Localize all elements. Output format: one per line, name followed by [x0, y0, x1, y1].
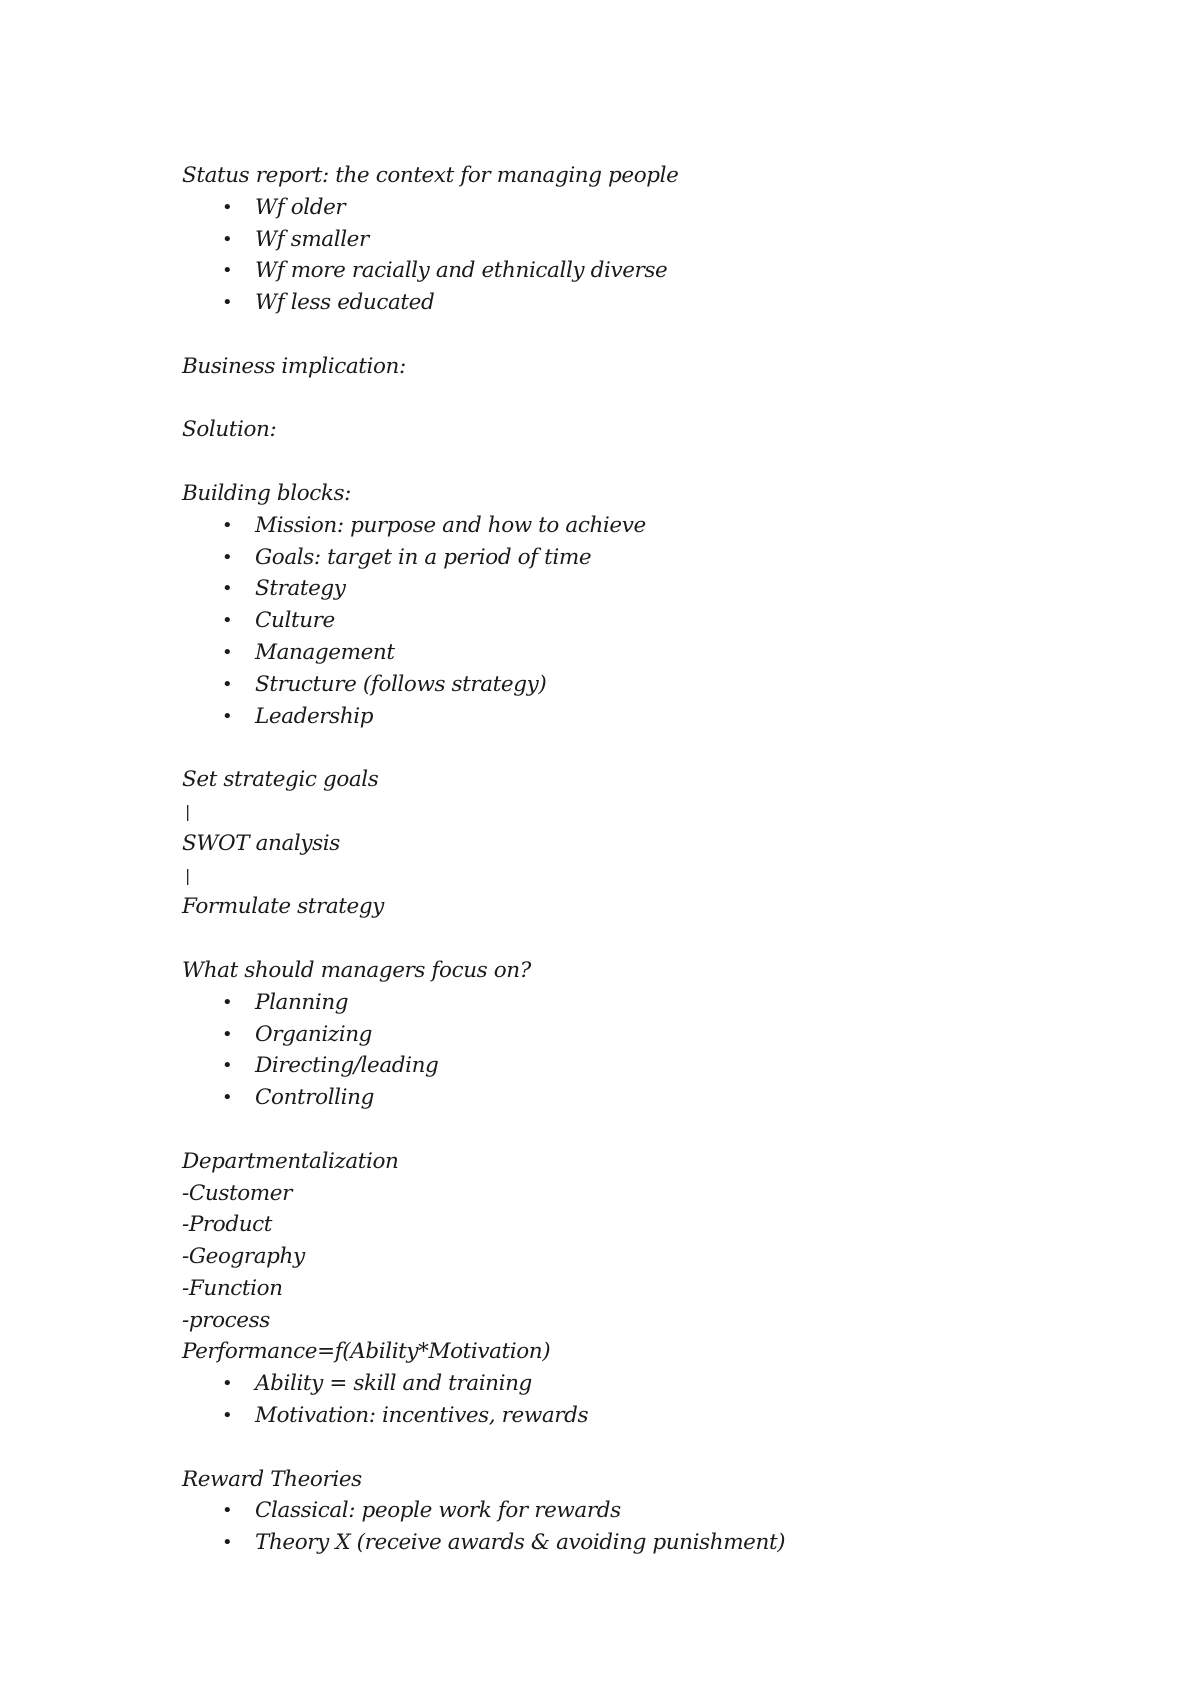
bullet-item	[182, 669, 1082, 701]
bullet-item	[182, 701, 1082, 733]
bullet-icon: •	[222, 1532, 233, 1554]
bullet-icon: •	[222, 514, 233, 536]
bullet-icon: •	[222, 991, 233, 1013]
bullet-text: Classical: people work for rewards	[255, 1498, 621, 1524]
bullet-text: Wf older	[255, 194, 346, 220]
bullet-icon: •	[222, 1055, 233, 1077]
bullet-icon: •	[222, 673, 233, 695]
bullet-item	[182, 573, 1082, 605]
section-heading: What should managers focus on?	[182, 957, 531, 983]
blank-line	[182, 923, 1082, 955]
section-heading: Status report: the context for managing people	[182, 163, 679, 188]
bullet-item	[182, 1050, 1082, 1082]
bullet-icon: •	[222, 292, 233, 314]
blank-line	[182, 1432, 1082, 1464]
flow-step: Set strategic goals	[182, 767, 379, 793]
bullet-text: Culture	[255, 608, 335, 634]
bullet-text: Motivation: incentives, rewards	[255, 1403, 589, 1429]
flow-step: Formulate strategy	[182, 894, 384, 920]
bullet-icon: •	[222, 1023, 233, 1045]
dash-item: -Product	[182, 1212, 273, 1238]
document-body	[182, 160, 1082, 1559]
bullet-text: Strategy	[255, 576, 346, 602]
bullet-text: Mission: purpose and how to achieve	[255, 512, 646, 538]
bullet-item	[182, 510, 1082, 542]
bullet-item	[182, 637, 1082, 669]
bullet-icon: •	[222, 705, 233, 727]
blank-line	[182, 1114, 1082, 1146]
blank-line	[182, 319, 1082, 351]
blank-line	[182, 732, 1082, 764]
bullet-item	[182, 1400, 1082, 1432]
bullet-icon: •	[222, 196, 233, 218]
bullet-text: Controlling	[255, 1085, 374, 1111]
section-heading: Business implication:	[182, 353, 406, 379]
bullet-text: Ability = skill and training	[255, 1371, 532, 1397]
dash-item: -Function	[182, 1275, 283, 1301]
bullet-text: Theory X (receive awards & avoiding punishment)	[255, 1530, 786, 1556]
bullet-item	[182, 192, 1082, 224]
bullet-item	[182, 287, 1082, 319]
bullet-item	[182, 542, 1082, 574]
bullet-item	[182, 1368, 1082, 1400]
bullet-icon: •	[222, 1373, 233, 1395]
section-heading: Reward Theories	[182, 1466, 362, 1492]
bullet-icon: •	[222, 1500, 233, 1522]
bullet-item	[182, 1082, 1082, 1114]
bullet-text: Directing/leading	[255, 1053, 439, 1079]
bullet-item	[182, 1527, 1082, 1559]
bullet-text: Leadership	[255, 703, 374, 729]
bullet-item	[182, 605, 1082, 637]
bullet-icon: •	[222, 641, 233, 663]
section-heading: Building blocks:	[182, 480, 352, 506]
dash-item: -process	[182, 1307, 270, 1333]
dash-item: -Geography	[182, 1244, 305, 1270]
bullet-item	[182, 987, 1082, 1019]
bullet-icon: •	[222, 1087, 233, 1109]
bullet-text: Wf smaller	[255, 226, 369, 252]
bullet-icon: •	[222, 546, 233, 568]
bullet-text: Goals: target in a period of time	[255, 544, 592, 570]
bullet-text: Wf less educated	[255, 290, 435, 316]
bullet-icon: •	[222, 228, 233, 250]
bullet-icon: •	[222, 610, 233, 632]
bullet-item	[182, 224, 1082, 256]
bullet-text: Planning	[255, 989, 349, 1015]
formula-line: Performance=f(Ability*Motivation)	[182, 1339, 551, 1365]
bullet-item	[182, 1495, 1082, 1527]
bullet-icon: •	[222, 260, 233, 282]
bullet-text: Wf more racially and ethnically diverse	[255, 258, 668, 284]
section-heading: Departmentalization	[182, 1148, 399, 1174]
bullet-item	[182, 1019, 1082, 1051]
bullet-icon: •	[222, 578, 233, 600]
blank-line	[182, 446, 1082, 478]
section-heading: Solution:	[182, 417, 277, 443]
flow-connector: |	[185, 801, 190, 821]
bullet-icon: •	[222, 1405, 233, 1427]
bullet-text: Organizing	[255, 1021, 373, 1047]
bullet-item	[182, 255, 1082, 287]
flow-step: SWOT analysis	[182, 830, 340, 856]
blank-line	[182, 383, 1082, 415]
bullet-text: Structure (follows strategy)	[255, 671, 547, 697]
dash-item: -Customer	[182, 1180, 292, 1206]
bullet-text: Management	[255, 639, 395, 665]
flow-connector: |	[185, 865, 190, 885]
